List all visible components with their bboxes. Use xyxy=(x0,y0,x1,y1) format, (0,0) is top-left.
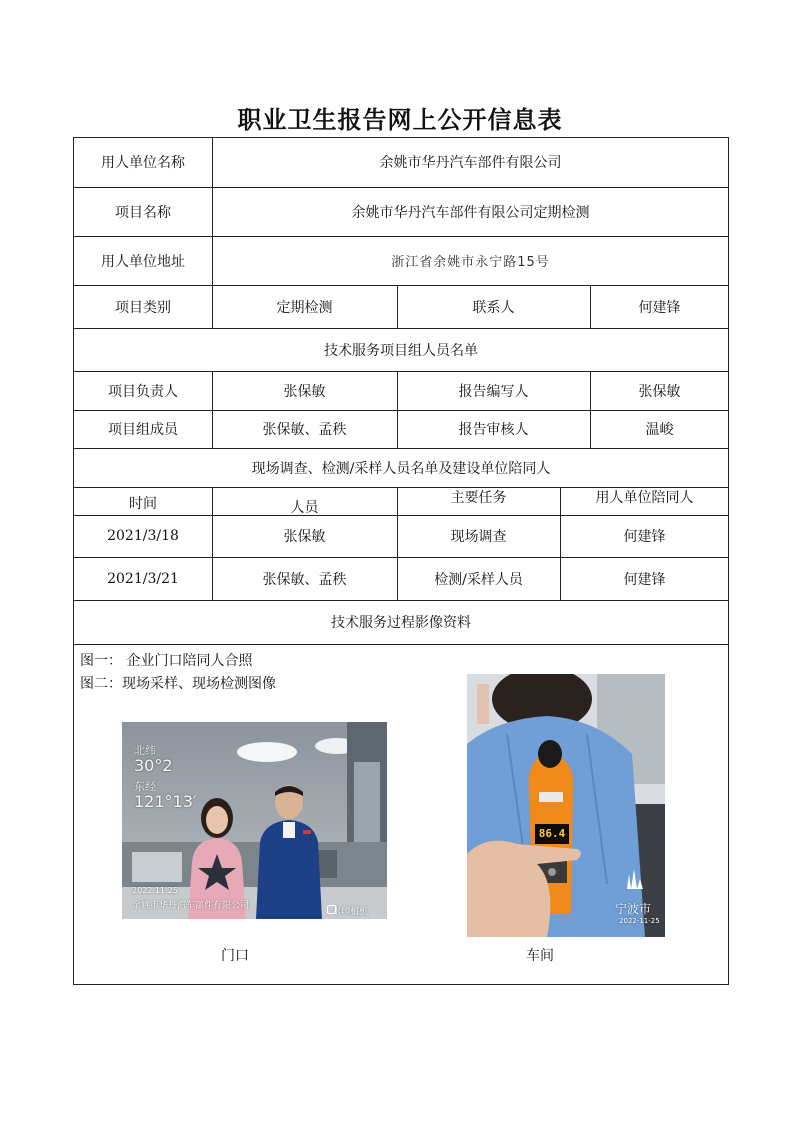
figure-1-label: 图一： 企业门口陪同人合照 xyxy=(80,653,253,669)
leader-label: 项目负责人 xyxy=(108,383,178,400)
wm-company: 余姚市华丹汽车部件有限公司 xyxy=(132,901,250,911)
survey-header-escort: 用人单位陪同人 xyxy=(595,490,694,506)
survey-row-2-date: 2021/3/21 xyxy=(107,570,179,587)
wm-city: 宁波市 xyxy=(615,902,652,916)
meter-reading: 86.4 xyxy=(538,827,566,840)
members-label: 项目组成员 xyxy=(108,422,178,438)
survey-header-time: 时间 xyxy=(129,496,157,512)
wm-date-2: 2022-11-25 xyxy=(619,917,660,925)
figure-2-label: 图二：现场采样、现场检测图像 xyxy=(80,676,276,692)
workshop-photo-illustration xyxy=(467,674,665,937)
project-name-label: 项目名称 xyxy=(115,204,171,221)
survey-row-2-personnel: 张保敏、孟秩 xyxy=(262,571,347,588)
page-title: 职业卫生报告网上公开信息表 xyxy=(237,105,563,134)
survey-heading: 现场调查、检测/采样人员名单及建设单位陪同人 xyxy=(251,460,551,477)
project-type-label: 项目类别 xyxy=(115,299,171,316)
entrance-caption: 门口 xyxy=(221,948,249,964)
survey-row-1-escort: 何建锋 xyxy=(623,529,666,545)
survey-row-1-personnel: 张保敏 xyxy=(283,529,326,545)
writer-label: 报告编写人 xyxy=(458,383,529,400)
address-label: 用人单位地址 xyxy=(101,253,185,270)
survey-row-1-task: 现场调查 xyxy=(450,529,507,545)
contact: 何建锋 xyxy=(638,299,681,316)
survey-header-task: 主要任务 xyxy=(450,490,507,506)
project-type: 定期检测 xyxy=(276,299,333,316)
reviewer: 温峻 xyxy=(645,422,674,438)
leader: 张保敏 xyxy=(283,383,326,400)
survey-header-personnel: 人员 xyxy=(290,500,319,516)
workshop-caption: 车间 xyxy=(526,948,554,964)
employer-name: 余姚市华丹汽车部件有限公司 xyxy=(379,155,562,171)
survey-row-2-escort: 何建锋 xyxy=(623,571,666,588)
employer-name-label: 用人单位名称 xyxy=(101,155,185,171)
workshop-photo xyxy=(467,674,665,937)
contact-label: 联系人 xyxy=(472,299,515,316)
wm-lon: 121°13′ xyxy=(134,792,197,811)
wm-date: 2022.11.25 xyxy=(132,886,178,895)
camera-icon xyxy=(327,905,336,914)
grid-line xyxy=(73,644,729,645)
wm-lat-label: 北纬 xyxy=(134,744,156,757)
survey-row-2-task: 检测/采样人员 xyxy=(434,571,523,588)
wm-lon-label: 东经 xyxy=(134,780,156,793)
survey-row-1-date: 2021/3/18 xyxy=(107,528,179,544)
wm-app: 水印相机 xyxy=(332,907,369,917)
writer: 张保敏 xyxy=(638,383,681,400)
address: 浙江省余姚市永宁路15号 xyxy=(391,255,550,270)
members: 张保敏、孟秩 xyxy=(262,422,347,438)
images-heading: 技术服务过程影像资料 xyxy=(331,615,471,631)
entrance-photo xyxy=(122,722,387,919)
project-name: 余姚市华丹汽车部件有限公司定期检测 xyxy=(351,204,590,221)
reviewer-label: 报告审核人 xyxy=(458,422,529,438)
team-heading: 技术服务项目组人员名单 xyxy=(324,342,478,359)
wm-lat: 30°2 xyxy=(134,756,173,775)
